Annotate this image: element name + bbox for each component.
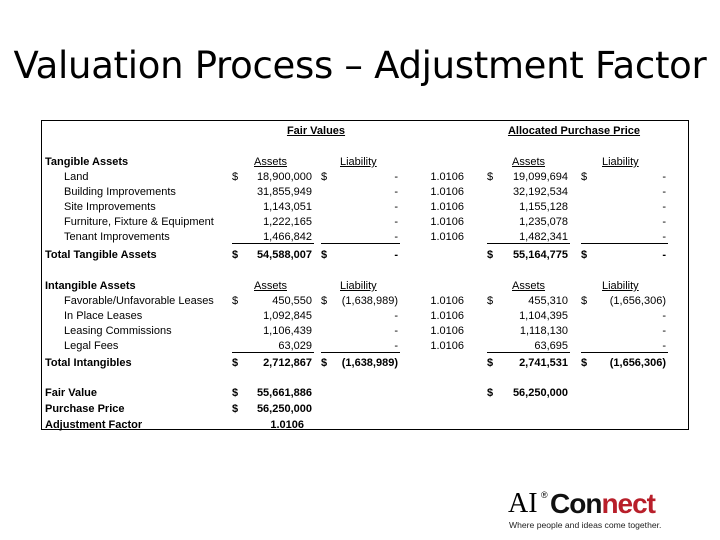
- fv-total-liability: (1,638,989): [341, 357, 398, 369]
- ap-assets-value: 32,192,534: [512, 186, 568, 198]
- ap-liability-currency: $: [581, 295, 588, 307]
- fv-assets-value: 1,466,842: [263, 231, 312, 243]
- adjustment-factor-value: 1.0106: [430, 231, 464, 243]
- fv-liability-value: -: [394, 201, 398, 213]
- adjustment-factor-value: 1.0106: [430, 310, 464, 322]
- fv-liability-value: -: [394, 340, 398, 352]
- ap-liability-value: -: [662, 231, 666, 243]
- ap-liability-value: -: [662, 340, 666, 352]
- fv-total-assets: 54,588,007: [256, 249, 312, 261]
- subtotal-rule: [232, 243, 314, 244]
- page-title: Valuation Process – Adjustment Factor: [13, 44, 707, 87]
- fv-liability-value: -: [394, 171, 398, 183]
- fv-assets-col-header: Assets: [254, 280, 288, 292]
- fv-liability-col-header: Liability: [340, 280, 377, 292]
- ai-connect-logo: [508, 489, 688, 533]
- subtotal-rule: [232, 352, 314, 353]
- row-label: Land: [64, 171, 89, 183]
- subtotal-rule: [487, 352, 570, 353]
- row-label: Site Improvements: [64, 201, 156, 213]
- ap-currency: $: [487, 387, 494, 399]
- ap-assets-value: 1,104,395: [519, 310, 568, 322]
- ap-liability-value: -: [662, 325, 666, 337]
- row-label: Legal Fees: [64, 340, 119, 352]
- row-label: Tenant Improvements: [64, 231, 170, 243]
- fv-liability-currency: $: [321, 249, 328, 261]
- fv-liability-currency: $: [321, 295, 328, 307]
- adjustment-factor-table: [41, 120, 689, 430]
- fv-assets-value: 31,855,949: [256, 186, 312, 198]
- total-label: Total Intangibles: [45, 357, 132, 369]
- logo-tagline: Where people and ideas come together.: [509, 520, 662, 530]
- row-label: In Place Leases: [64, 310, 143, 322]
- fv-liability-value: (1,638,989): [341, 295, 398, 307]
- row-label: Favorable/Unfavorable Leases: [64, 295, 214, 307]
- ap-liability-value: -: [662, 201, 666, 213]
- subtotal-rule: [581, 352, 668, 353]
- fv-currency: $: [232, 387, 239, 399]
- ap-liability-value: -: [662, 171, 666, 183]
- fair-value-amount: 55,661,886: [256, 387, 312, 399]
- fv-liability-value: -: [394, 231, 398, 243]
- ap-liability-value: -: [662, 310, 666, 322]
- registered-mark: ®: [541, 490, 548, 500]
- ap-total-liability: (1,656,306): [609, 357, 666, 369]
- subtotal-rule: [321, 352, 400, 353]
- fv-currency: $: [232, 403, 239, 415]
- fv-assets-value: 1,106,439: [263, 325, 312, 337]
- ap-fair-value-amount: 56,250,000: [512, 387, 568, 399]
- purchase-price-amount: 56,250,000: [256, 403, 312, 415]
- ap-liability-value: (1,656,306): [609, 295, 666, 307]
- logo-con: Con: [550, 488, 602, 519]
- fv-assets-value: 18,900,000: [256, 171, 312, 183]
- ap-total-assets: 55,164,775: [512, 249, 568, 261]
- tangible-section-label: Tangible Assets: [45, 156, 129, 168]
- ap-liability-currency: $: [581, 249, 588, 261]
- ap-liability-col-header: Liability: [602, 156, 639, 168]
- intangible-section-label: Intangible Assets: [45, 280, 136, 292]
- ap-liability-value: -: [662, 186, 666, 198]
- row-label: Leasing Commissions: [64, 325, 172, 337]
- ap-liability-value: -: [662, 216, 666, 228]
- fv-liability-value: -: [394, 310, 398, 322]
- fv-assets-value: 63,029: [278, 340, 312, 352]
- ap-liability-col-header: Liability: [602, 280, 639, 292]
- ap-assets-value: 1,118,130: [519, 325, 568, 337]
- ap-assets-value: 1,482,341: [519, 231, 568, 243]
- adjustment-factor-total: 1.0106: [270, 419, 304, 431]
- logo-ai-text: AI: [508, 488, 538, 519]
- adjustment-factor-value: 1.0106: [430, 295, 464, 307]
- fv-assets-value: 1,092,845: [263, 310, 312, 322]
- adjustment-factor-value: 1.0106: [430, 201, 464, 213]
- ap-assets-col-header: Assets: [512, 156, 546, 168]
- fv-assets-col-header: Assets: [254, 156, 288, 168]
- subtotal-rule: [321, 243, 400, 244]
- fair-value-label: Fair Value: [45, 387, 97, 399]
- ap-assets-value: 1,235,078: [519, 216, 568, 228]
- fv-currency: $: [232, 249, 239, 261]
- ap-assets-value: 63,695: [534, 340, 568, 352]
- fv-liability-col-header: Liability: [340, 156, 377, 168]
- fv-assets-value: 1,143,051: [263, 201, 312, 213]
- ap-total-assets: 2,741,531: [519, 357, 568, 369]
- subtotal-rule: [487, 243, 570, 244]
- ap-assets-col-header: Assets: [512, 280, 546, 292]
- row-label: Building Improvements: [64, 186, 176, 198]
- fv-liability-value: -: [394, 325, 398, 337]
- adjustment-factor-value: 1.0106: [430, 171, 464, 183]
- ap-currency: $: [487, 295, 494, 307]
- adjustment-factor-value: 1.0106: [430, 325, 464, 337]
- ap-assets-value: 19,099,694: [512, 171, 568, 183]
- fv-assets-value: 450,550: [272, 295, 312, 307]
- ap-liability-currency: $: [581, 357, 588, 369]
- ap-total-liability: -: [662, 249, 666, 261]
- fv-currency: $: [232, 357, 239, 369]
- fv-liability-currency: $: [321, 171, 328, 183]
- fv-total-liability: -: [394, 249, 398, 261]
- ap-currency: $: [487, 357, 494, 369]
- fv-liability-value: -: [394, 216, 398, 228]
- logo-connect-text: [550, 489, 655, 519]
- total-label: Total Tangible Assets: [45, 249, 157, 261]
- adjustment-factor-value: 1.0106: [430, 216, 464, 228]
- fv-assets-value: 1,222,165: [263, 216, 312, 228]
- purchase-price-label: Purchase Price: [45, 403, 125, 415]
- logo-nect: nect: [601, 488, 656, 519]
- adjustment-factor-value: 1.0106: [430, 340, 464, 352]
- ap-currency: $: [487, 249, 494, 261]
- adjustment-factor-value: 1.0106: [430, 186, 464, 198]
- ap-assets-value: 455,310: [528, 295, 568, 307]
- fair-values-header: Fair Values: [286, 125, 346, 137]
- subtotal-rule: [581, 243, 668, 244]
- row-label: Furniture, Fixture & Equipment: [64, 216, 214, 228]
- ap-liability-currency: $: [581, 171, 588, 183]
- allocated-purchase-price-header: Allocated Purchase Price: [507, 125, 641, 137]
- fv-currency: $: [232, 171, 239, 183]
- fv-total-assets: 2,712,867: [263, 357, 312, 369]
- fv-currency: $: [232, 295, 239, 307]
- fv-liability-value: -: [394, 186, 398, 198]
- ap-currency: $: [487, 171, 494, 183]
- adjustment-factor-label: Adjustment Factor: [45, 419, 143, 431]
- ap-assets-value: 1,155,128: [519, 201, 568, 213]
- fv-liability-currency: $: [321, 357, 328, 369]
